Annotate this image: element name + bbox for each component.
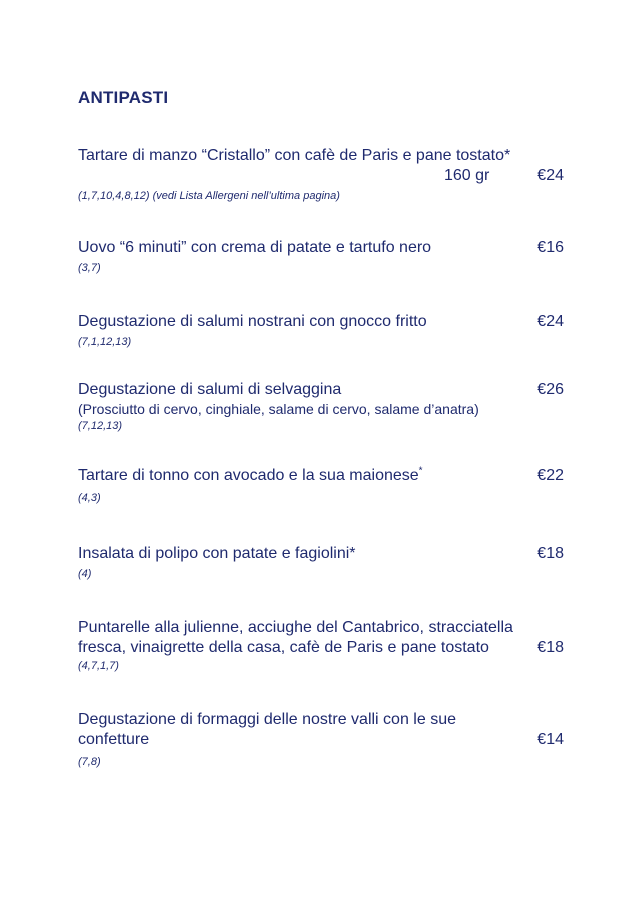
- menu-item: [78, 238, 564, 276]
- item-weight: 160 gr: [444, 167, 490, 184]
- item-price: €18: [537, 545, 564, 562]
- menu-item: [78, 466, 564, 506]
- item-allergens: (7,12,13): [78, 420, 123, 432]
- item-name-suffix: *: [418, 465, 423, 477]
- item-allergens: (4,7,1,7): [78, 660, 119, 672]
- item-price: €24: [537, 313, 564, 330]
- item-name-line2: fresca, vinaigrette della casa, cafè de Paris e pane tostato: [78, 639, 489, 656]
- menu-item: [78, 618, 564, 674]
- menu-item: [78, 146, 564, 204]
- item-allergens: (4,3): [78, 492, 101, 504]
- item-allergens: (7,8): [78, 756, 101, 768]
- item-name-line1: Puntarelle alla julienne, acciughe del Cantabrico, stracciatella: [78, 619, 513, 636]
- item-name: Tartare di manzo “Cristallo” con cafè de Paris e pane tostato*: [78, 147, 511, 164]
- item-name-line2: confetture: [78, 731, 150, 748]
- item-price: €22: [537, 467, 564, 484]
- menu-item: [78, 312, 564, 350]
- item-allergens: (1,7,10,4,8,12) (vedi Lista Allergeni nell’ultima pagina): [78, 190, 340, 202]
- item-name-line1: Degustazione di formaggi delle nostre valli con le sue: [78, 711, 456, 728]
- item-allergens: (3,7): [78, 262, 101, 274]
- item-name: Degustazione di salumi di selvaggina: [78, 381, 342, 398]
- item-price: €18: [537, 639, 564, 656]
- item-name: Uovo “6 minuti” con crema di patate e tartufo nero: [78, 239, 432, 256]
- item-allergens: (4): [78, 568, 92, 580]
- item-name: Insalata di polipo con patate e fagiolini*: [78, 545, 356, 562]
- item-price: €14: [537, 731, 564, 748]
- menu-item: [78, 710, 564, 770]
- item-description: (Prosciutto di cervo, cinghiale, salame di cervo, salame d’anatra): [78, 401, 479, 417]
- item-name: Degustazione di salumi nostrani con gnocco fritto: [78, 313, 427, 330]
- menu-item: [78, 544, 564, 582]
- item-allergens: (7,1,12,13): [78, 336, 132, 348]
- item-price: €24: [537, 167, 564, 184]
- menu-item: [78, 380, 564, 434]
- item-price: €16: [537, 239, 564, 256]
- section-title: ANTIPASTI: [78, 88, 169, 107]
- item-price: €26: [537, 381, 564, 398]
- item-name: Tartare di tonno con avocado e la sua maionese: [78, 467, 419, 484]
